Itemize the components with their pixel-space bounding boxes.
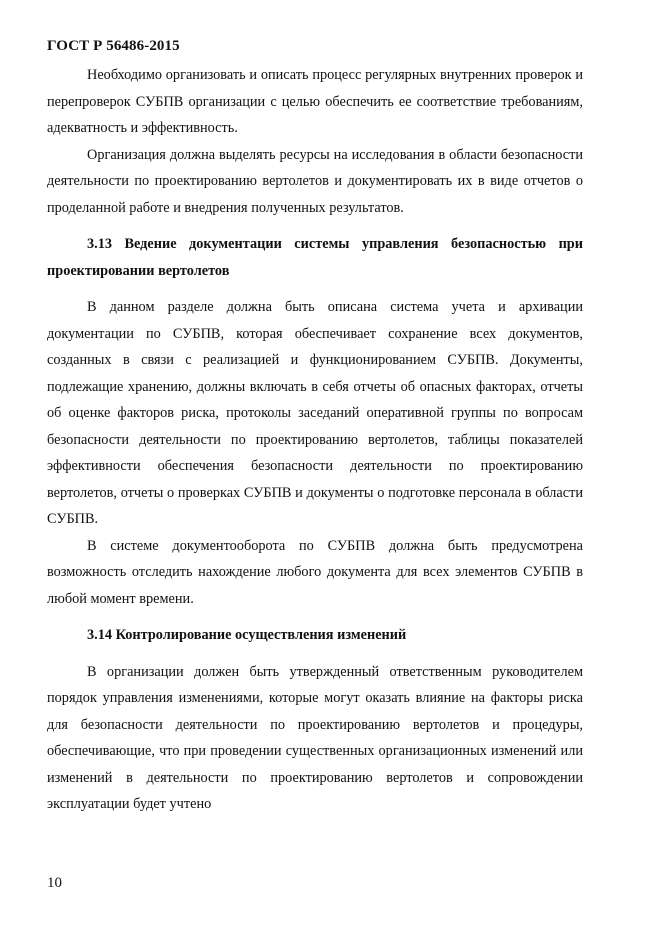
paragraph-change-management: В организации должен быть утвержденный ответственным руководителем порядок управления изменениями, которые могут оказать влияние на факторы риска для безопасности деятельности по проектированию вертолетов и процедуры, обеспечивающие, что при проведении существенных организационных изменений или изменений в деятельности по проектированию вертолетов и сопровождении эксплуатации будет учтено — [47, 663, 583, 812]
section-heading-3-14: 3.14 Контролирование осуществления изменений — [87, 627, 407, 643]
paragraph-documentation-system: В данном разделе должна быть описана система учета и архивации документации по СУБПВ, которая обеспечивает сохранение всех документов, созданных в связи с реализацией и функционированием СУБПВ. Документы, подлежащие хранению, должны включать в себя отчеты об опасных факторах, отчеты об оценке факторов риска, протоколы заседаний оперативной группы по вопросам безопасности деятельности по проектированию вертолетов, таблицы показателей эффективности обеспечения безопасности деятельности по проектированию вертолетов, отчеты о проверках СУБПВ и документы о подготовке персонала в области СУБПВ. — [47, 299, 583, 527]
section-heading-3-13: 3.13 Ведение документации системы управления безопасностью при проектировании вертолетов — [47, 236, 583, 279]
paragraph-internal-audits: Необходимо организовать и описать процесс регулярных внутренних проверок и перепроверок СУБПВ организации с целью обеспечить ее соответствие требованиям, адекватность и эффективность. — [47, 67, 583, 136]
page-number: 10 — [47, 875, 62, 891]
paragraph-research-resources: Организация должна выделять ресурсы на исследования в области безопасности деятельности по проектированию вертолетов и документировать их в виде отчетов о проделанной работе и внедрения полученных результатов. — [47, 146, 583, 216]
paragraph-document-tracking: В системе документооборота по СУБПВ должна быть предусмотрена возможность отследить нахождение любого документа для всех элементов СУБПВ в любой момент времени. — [47, 537, 583, 607]
document-body — [47, 62, 583, 818]
standard-id-header: ГОСТ Р 56486-2015 — [47, 38, 180, 54]
